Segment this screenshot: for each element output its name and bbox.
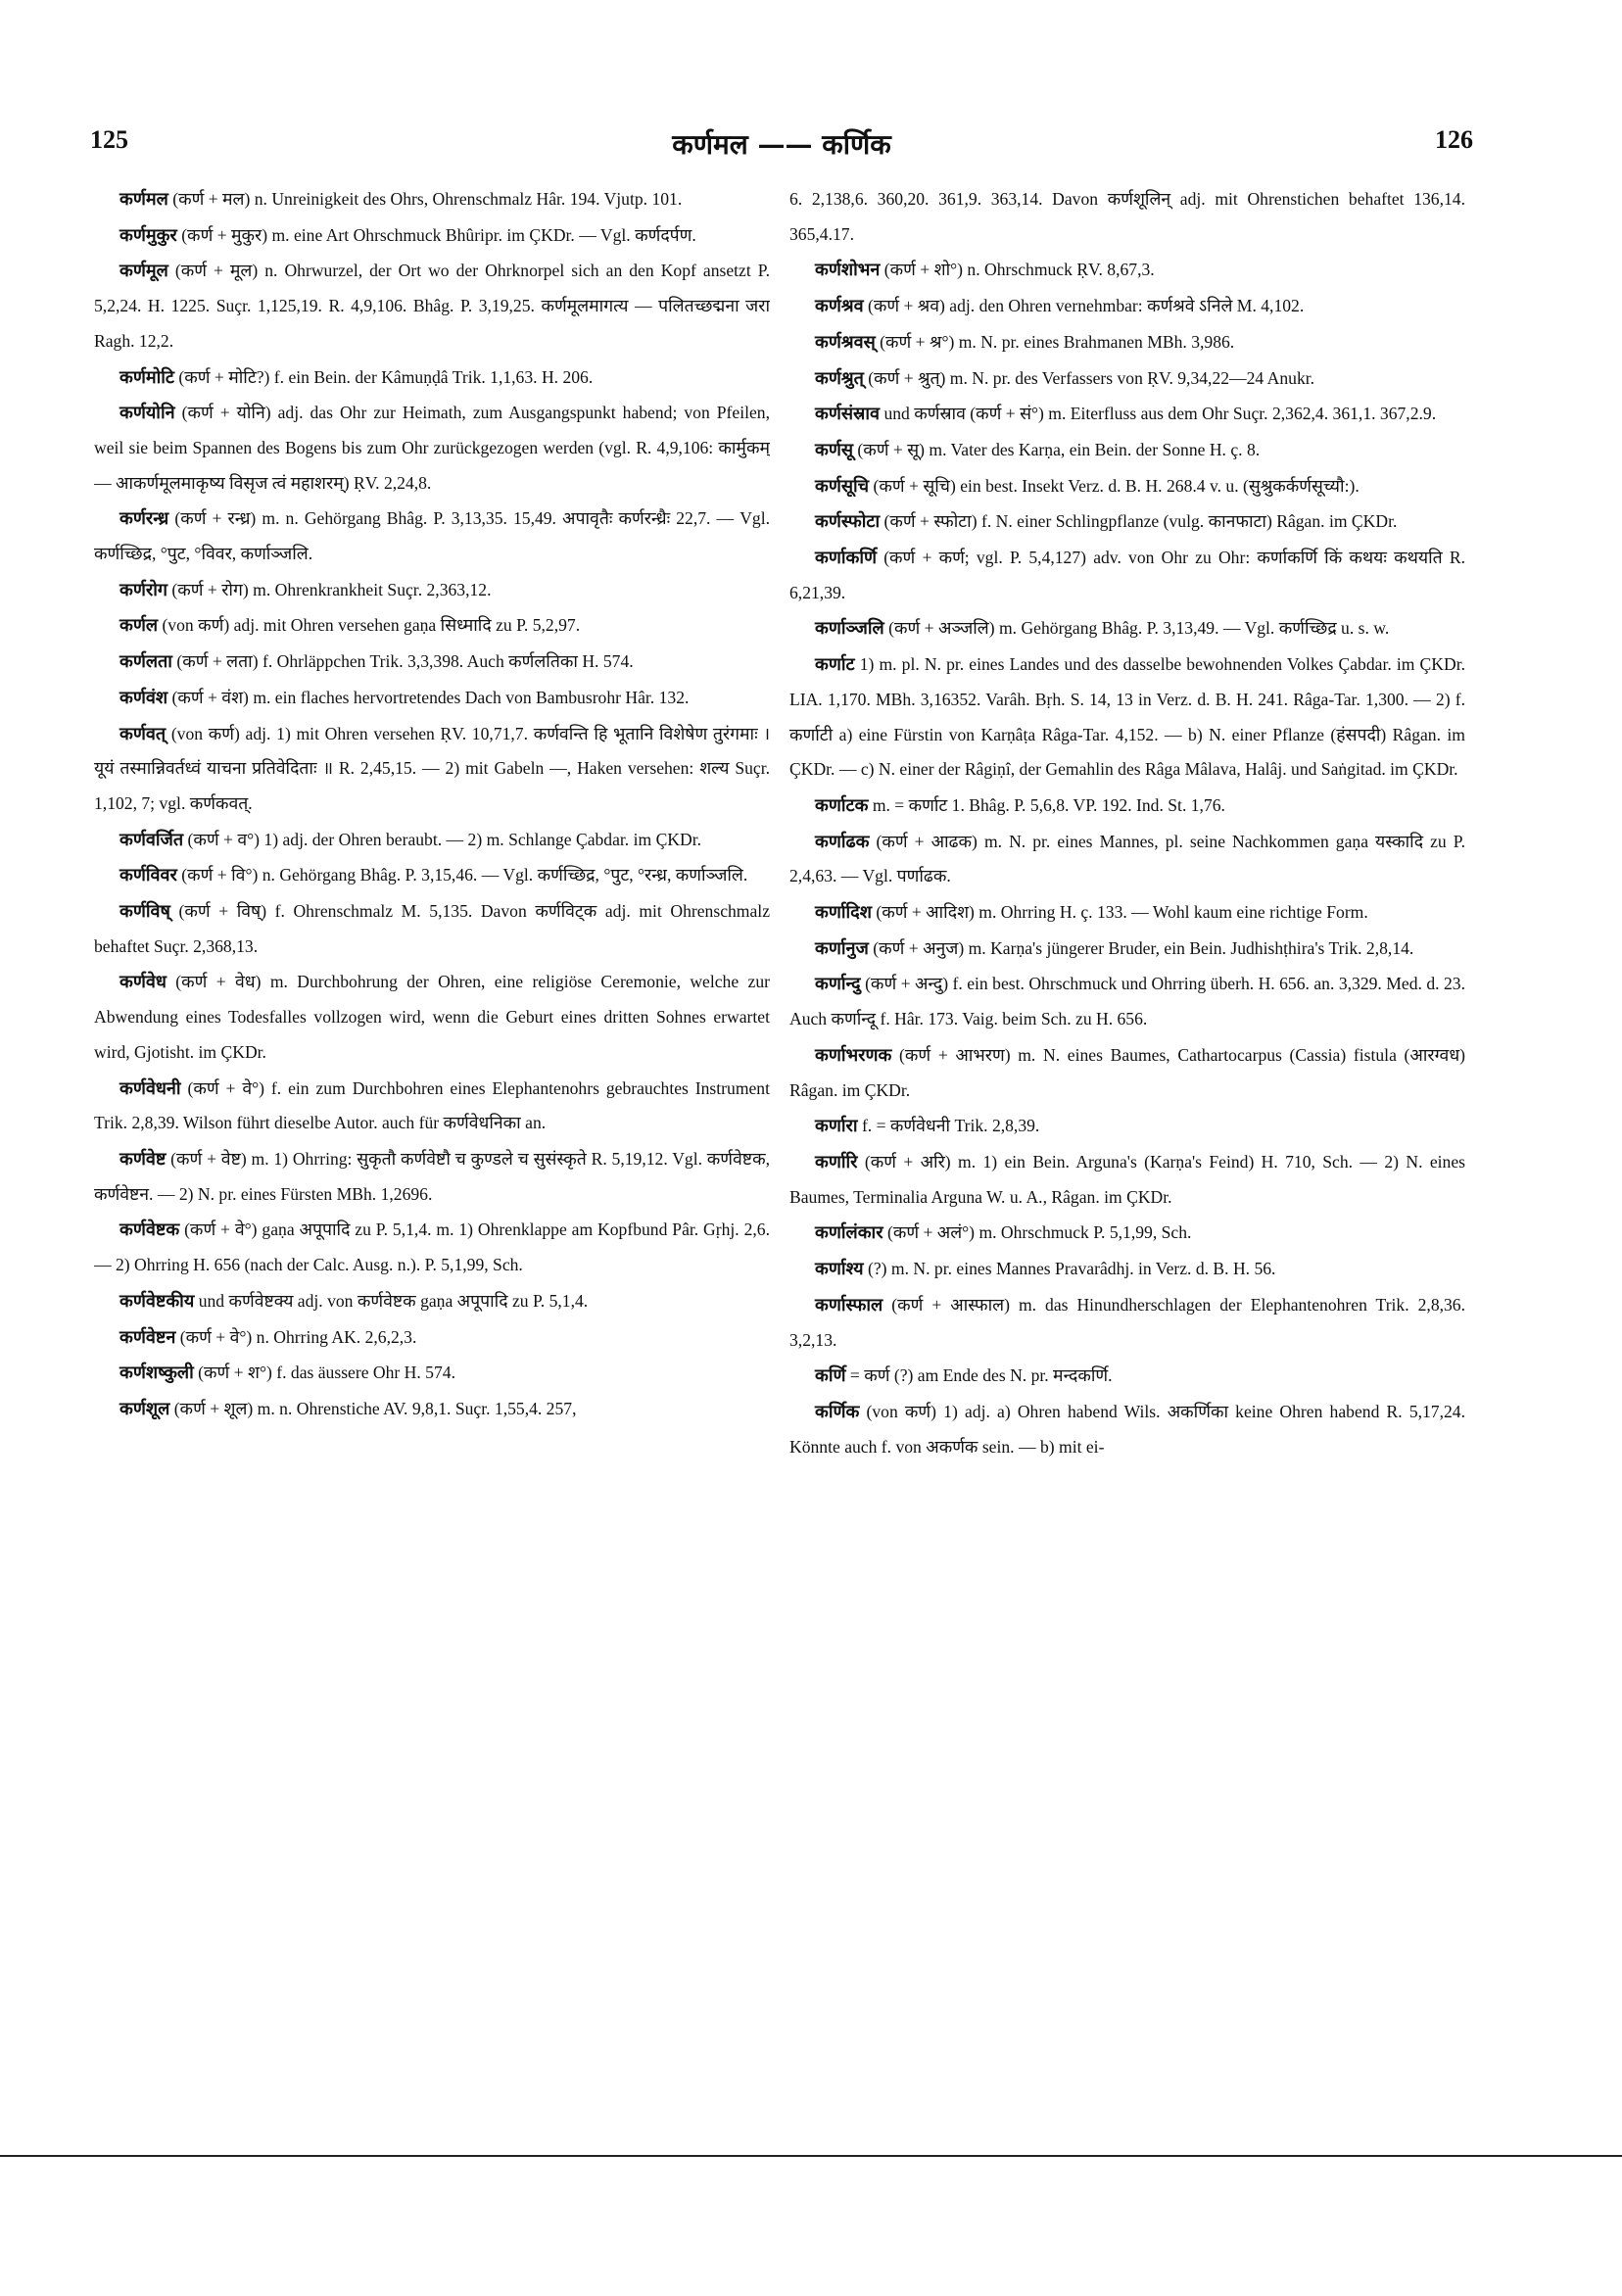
entry-text: (कर्ण + वे°) n. Ohrring AK. 2,6,2,3.	[179, 1326, 417, 1347]
entry-headword: कर्णवेधनी	[119, 1077, 181, 1099]
entry-text: (कर्ण + मुकुर) m. eine Art Ohrschmuck Bhûripr. im ÇKDr. — Vgl. कर्णदर्पण.	[181, 224, 696, 245]
entry-headword: कर्णमल	[119, 189, 168, 210]
entry-text: (von कर्ण) adj. mit Ohren versehen gaṇa सिध्मादि zu P. 5,2,97.	[162, 615, 581, 636]
dictionary-entry	[94, 965, 770, 1070]
entry-headword: कर्णश्रव	[815, 296, 864, 317]
entry-headword: कर्णश्रवस्	[815, 331, 876, 353]
entry-headword: कर्णसूचि	[815, 475, 870, 497]
entry-text: 6. 2,138,6. 360,20. 361,9. 363,14. Davon कर्णशूलिन् adj. mit Ohrenstichen behaftet 136,14. 365,4.17.	[789, 189, 1465, 244]
entry-text: (कर्ण + लता) f. Ohrläppchen Trik. 3,3,398. Auch कर्णलतिका H. 574.	[176, 651, 634, 672]
entry-text: (कर्ण + वि°) n. Gehörgang Bhâg. P. 3,15,46. — Vgl. कर्णच्छिद्र, °पुट, °रन्ध्र, कर्णाञ्जलि.	[181, 865, 748, 885]
page-header	[90, 125, 1473, 168]
entry-headword: कर्णाकर्णि	[815, 548, 877, 569]
dictionary-entry	[789, 1288, 1465, 1358]
dictionary-entry	[94, 681, 770, 716]
dictionary-entry	[94, 360, 770, 396]
dictionary-entry	[789, 325, 1465, 360]
entry-headword: कर्णाश्य	[815, 1259, 864, 1280]
entry-headword: कर्णविवर	[119, 865, 177, 886]
entry-text: (कर्ण + आभरण) m. N. eines Baumes, Cathartocarpus (Cassia) fistula (आरग्वध) Râgan. im ÇKDr.	[789, 1044, 1465, 1100]
entry-headword: कर्णवेष्ट	[119, 1148, 167, 1170]
dictionary-entry	[94, 218, 770, 254]
entry-headword: कर्णल	[119, 615, 159, 637]
entry-text: (कर्ण + आढक) m. N. pr. eines Mannes, pl. seine Nachkommen gaṇa यस्कादि zu P. 2,4,63. — Vgl. पर्णाढक.	[789, 831, 1465, 886]
entry-headword: कर्णि	[815, 1365, 846, 1387]
entry-text: (कर्ण + अलं°) m. Ohrschmuck P. 5,1,99, Sch.	[886, 1222, 1192, 1243]
dictionary-entry	[789, 182, 1465, 252]
dictionary-entry	[789, 253, 1465, 288]
entry-text: (कर्ण + अञ्जलि) m. Gehörgang Bhâg. P. 3,13,49. — Vgl. कर्णच्छिद्र u. s. w.	[888, 618, 1390, 639]
entry-headword: कर्णमूल	[119, 261, 168, 282]
entry-headword: कर्णास्फाल	[815, 1294, 883, 1315]
entry-text: (कर्ण + वे°) f. ein zum Durchbohren eines Elephantenohrs gebrauchtes Instrument Trik. 2,8,39. Wilson führt dieselbe Autor. auch für कर्णवेधनिका an.	[94, 1077, 770, 1133]
entry-text: (कर्ण + श्रव) adj. den Ohren vernehmbar: कर्णश्रवे ऽनिले M. 4,102.	[868, 296, 1305, 316]
dictionary-entry	[94, 1356, 770, 1391]
entry-headword: कर्णाढक	[815, 831, 870, 852]
dictionary-entry	[789, 1038, 1465, 1108]
entry-headword: कर्णशूल	[119, 1398, 170, 1419]
entry-headword: कर्णानुज	[815, 937, 869, 959]
entry-text: (कर्ण + कर्ण; vgl. P. 5,4,127) adv. von Ohr zu Ohr: कर्णाकर्णि किं कथयः कथयति R. 6,21,39.	[789, 548, 1465, 602]
entry-text: (कर्ण + सू) m. Vater des Karṇa, ein Bein. der Sonne H. ç. 8.	[857, 439, 1261, 459]
entry-text: (कर्ण + शूल) m. n. Ohrenstiche AV. 9,8,1. Suçr. 1,55,4. 257,	[173, 1398, 577, 1418]
entry-text: (von कर्ण) adj. 1) mit Ohren versehen ṚV. 10,71,7. कर्णवन्ति हि भूतानि विशेषेण तुरंगमाः । यूयं तस्मान्निवर्तध्वं याचना प्रतिवेदिताः ॥ R. 2,45,15. — 2) mit Gabeln —, Haken versehen: शल्य Suçr. 1,102, 7; vgl. कर्णकवत्.	[94, 723, 770, 813]
dictionary-entry	[94, 1213, 770, 1282]
entry-headword: कर्णालंकार	[815, 1222, 883, 1244]
entry-headword: कर्णादिश	[815, 902, 872, 924]
entry-text: (कर्ण + श°) f. das äussere Ohr H. 574.	[198, 1363, 455, 1383]
dictionary-entry	[94, 396, 770, 501]
entry-text: f. = कर्णवेधनी Trik. 2,8,39.	[861, 1116, 1040, 1136]
entry-headword: कर्णाभरणक	[815, 1044, 892, 1066]
dictionary-entry	[789, 895, 1465, 931]
entry-text: (कर्ण + विष्) f. Ohrenschmalz M. 5,135. Davon कर्णविट्क adj. mit Ohrenschmalz behaftet Suçr. 2,368,13.	[94, 901, 770, 956]
dictionary-entry	[789, 1395, 1465, 1464]
entry-headword: कर्णान्दु	[815, 974, 861, 995]
entry-text: (कर्ण + स्फोटा) f. N. einer Schlingpflanze (vulg. कानफाटा) Râgan. im ÇKDr.	[883, 511, 1398, 532]
entry-text: (कर्ण + शो°) n. Ohrschmuck ṚV. 8,67,3.	[883, 260, 1155, 280]
dictionary-entry	[789, 469, 1465, 504]
entry-headword: कर्णसू	[815, 439, 854, 460]
dictionary-entry	[94, 502, 770, 571]
entry-headword: कर्णरन्ध्र	[119, 508, 169, 530]
entry-headword: कर्णरोग	[119, 579, 167, 600]
dictionary-entry	[789, 825, 1465, 894]
entry-text: (कर्ण + अरि) m. 1) ein Bein. Arguna's (Karṇa's Feind) H. 710, Sch. — 2) N. eines Baumes, Terminalia Arguna W. u. A., Râgan. im ÇKDr.	[789, 1151, 1465, 1207]
entry-headword: कर्णाटक	[815, 794, 869, 816]
dictionary-entry	[94, 1072, 770, 1141]
entry-text: 1) m. pl. N. pr. eines Landes und des dasselbe bewohnenden Volkes Çabdar. im ÇKDr. LIA. 1,170. MBh. 3,16352. Varâh. Bṛh. S. 14, 13 in Verz. d. B. H. 241. Râga-Tar. 1,300. — 2) f. कर्णाटी a) eine Fürstin von Karṇâṭa Râga-Tar. 4,152. — b) N. einer Pflanze (हंसपदी) Râgan. im ÇKDr. — c) N. einer der Râgiṇî, der Gemahlin des Râga Mâlava, Halâj. und Saṅgitad. im ÇKDr.	[789, 654, 1465, 780]
entry-headword: कर्णवेष्टकीय	[119, 1290, 195, 1312]
entry-text: (कर्ण + श्र°) m. N. pr. eines Brahmanen MBh. 3,986.	[880, 331, 1235, 352]
entry-text: (?) m. N. pr. eines Mannes Pravarâdhj. in Verz. d. B. H. 56.	[868, 1259, 1276, 1279]
entry-text: (कर्ण + आस्फाल) m. das Hinundherschlagen der Elephantenohren Trik. 2,8,36. 3,2,13.	[789, 1294, 1465, 1350]
entry-headword: कर्णमोटि	[119, 366, 174, 388]
bottom-rule	[0, 2155, 1622, 2157]
entry-headword: कर्णवेष्टन	[119, 1326, 176, 1348]
dictionary-entry	[789, 647, 1465, 788]
dictionary-entry	[94, 1284, 770, 1319]
entry-headword: कर्णलता	[119, 651, 172, 673]
dictionary-entry	[94, 573, 770, 608]
entry-text: (कर्ण + आदिश) m. Ohrring H. ç. 133. — Wohl kaum eine richtige Form.	[876, 902, 1368, 923]
entry-text: (कर्ण + श्रुत्) m. N. pr. des Verfassers von ṚV. 9,34,22—24 Anukr.	[868, 367, 1315, 388]
entry-headword: कर्णशोभन	[815, 260, 881, 281]
dictionary-entry	[94, 254, 770, 359]
dictionary-entry	[789, 504, 1465, 540]
entry-text: (कर्ण + अनुज) m. Karṇa's jüngerer Bruder, ein Bein. Judhishṭhira's Trik. 2,8,14.	[873, 937, 1414, 958]
dictionary-entry	[789, 1109, 1465, 1144]
dictionary-entry	[789, 1216, 1465, 1251]
entry-headword: कर्णारि	[815, 1151, 858, 1172]
right-column	[789, 182, 1465, 2063]
entry-text: und कर्णस्राव (कर्ण + सं°) m. Eiterfluss aus dem Ohr Suçr. 2,362,4. 361,1. 367,2.9.	[883, 404, 1437, 424]
entry-text: (कर्ण + वेष्ट) m. 1) Ohrring: सुकृतौ कर्णवेष्टौ च कुण्डले च सुसंस्कृते R. 5,19,12. Vgl. कर्णवेष्टक, कर्णवेष्टन. — 2) N. pr. eines Fürsten MBh. 1,2696.	[94, 1148, 770, 1204]
entry-text: (कर्ण + वंश) m. ein flaches hervortretendes Dach von Bambusrohr Hâr. 132.	[171, 687, 690, 707]
entry-text: (कर्ण + योनि) adj. das Ohr zur Heimath, zum Ausgangspunkt habend; von Pfeilen, weil sie beim Spannen des Bogens bis zum Ohr zurückgezogen werden (vgl. R. 4,9,106: कार्मुकम् — आकर्णमूलमाकृष्य विसृज त्वं महाशरम्) ṚV. 2,24,8.	[94, 403, 770, 493]
entry-headword: कर्णविष्	[119, 901, 170, 923]
dictionary-entry	[94, 608, 770, 644]
dictionary-entry	[94, 823, 770, 858]
entry-headword: कर्णस्फोटा	[815, 511, 881, 533]
dictionary-entry	[94, 645, 770, 680]
entry-text: (कर्ण + व°) 1) adj. der Ohren beraubt. — 2) m. Schlange Çabdar. im ÇKDr.	[187, 829, 701, 849]
dictionary-entry	[94, 1320, 770, 1356]
dictionary-entry	[94, 717, 770, 822]
entry-headword: कर्णारा	[815, 1116, 858, 1137]
entry-headword: कर्णाट	[815, 654, 855, 676]
entry-text: m. = कर्णाट 1. Bhâg. P. 5,6,8. VP. 192. Ind. St. 1,76.	[872, 794, 1225, 815]
entry-headword: कर्णसंस्राव	[815, 404, 881, 425]
entry-headword: कर्णयोनि	[119, 403, 175, 424]
entry-headword: कर्णाञ्जलि	[815, 618, 884, 640]
running-head: कर्णमल —— कर्णिक	[672, 128, 891, 161]
entry-text: (von कर्ण) 1) adj. a) Ohren habend Wils. अकर्णिका keine Ohren habend R. 5,17,24. Könnte auch f. von अकर्णक sein. — b) mit ei-	[789, 1401, 1465, 1457]
entry-text: (कर्ण + रोग) m. Ohrenkrankheit Suçr. 2,363,12.	[171, 579, 492, 599]
dictionary-entry	[94, 894, 770, 964]
right-page-number: 126	[1435, 125, 1473, 154]
left-column	[94, 182, 770, 2063]
entry-text: (कर्ण + मोटि?) f. ein Bein. der Kâmuṇḍâ Trik. 1,1,63. H. 206.	[178, 366, 594, 387]
dictionary-entry	[94, 182, 770, 217]
dictionary-entry	[789, 1145, 1465, 1215]
dictionary-entry	[789, 541, 1465, 610]
dictionary-entry	[789, 789, 1465, 824]
entry-text: (कर्ण + मल) n. Unreinigkeit des Ohrs, Ohrenschmalz Hâr. 194. Vjutp. 101.	[172, 189, 683, 209]
entry-headword: कर्णिक	[815, 1401, 860, 1422]
entry-text: und कर्णवेष्टक्य adj. von कर्णवेष्टक gaṇa अपूपादि zu P. 5,1,4.	[198, 1290, 589, 1311]
dictionary-entry	[789, 967, 1465, 1036]
entry-headword: कर्णश्रुत्	[815, 367, 864, 389]
left-page-number: 125	[90, 125, 128, 154]
dictionary-entry	[94, 1142, 770, 1212]
dictionary-entry	[789, 1359, 1465, 1394]
dictionary-entry	[789, 1252, 1465, 1287]
dictionary-entry	[789, 932, 1465, 967]
entry-headword: कर्णवंश	[119, 687, 168, 708]
dictionary-entry	[789, 289, 1465, 324]
entry-text: (कर्ण + वेध) m. Durchbohrung der Ohren, eine religiöse Ceremonie, welche zur Abwendung eines Todesfalles vollzogen wird, wenn die Geburt eines dritten Sohnes erwartet wird, Gjotisht. im ÇKDr.	[94, 972, 770, 1062]
dictionary-entry	[94, 1392, 770, 1427]
dictionary-entry	[789, 361, 1465, 397]
entry-text: (कर्ण + मूल) n. Ohrwurzel, der Ort wo der Ohrknorpel sich an den Kopf ansetzt P. 5,2,24. H. 1225. Suçr. 1,125,19. R. 4,9,106. Bhâg. P. 3,19,25. कर्णमूलमागत्य — पलितच्छद्मना जरा Ragh. 12,2.	[94, 261, 770, 351]
entry-text: = कर्ण (?) am Ende des N. pr. मन्दकर्णि.	[849, 1365, 1113, 1386]
entry-headword: कर्णशष्कुली	[119, 1363, 194, 1384]
entry-headword: कर्णवेध	[119, 972, 167, 993]
entry-text: (कर्ण + रन्ध्र) m. n. Gehörgang Bhâg. P. 3,13,35. 15,49. अपावृतैः कर्णरन्ध्रैः 22,7. — Vgl. कर्णच्छिद्र, °पुट, °विवर, कर्णाञ्जलि.	[94, 508, 770, 564]
dictionary-entry	[789, 397, 1465, 432]
entry-headword: कर्णवर्जित	[119, 829, 184, 850]
dictionary-entry	[94, 858, 770, 893]
entry-text: (कर्ण + वे°) gaṇa अपूपादि zu P. 5,1,4. m. 1) Ohrenklappe am Kopfbund Pâr. Gṛhj. 2,6. — 2) Ohrring H. 656 (nach der Calc. Ausg. n.). P. 5,1,99, Sch.	[94, 1220, 770, 1275]
entry-text: (कर्ण + अन्दु) f. ein best. Ohrschmuck und Ohrring überh. H. 656. an. 3,329. Med. d. 23. Auch कर्णान्दू f. Hâr. 173. Vaig. beim Sch. zu H. 656.	[789, 974, 1465, 1029]
dictionary-entry	[789, 611, 1465, 646]
entry-headword: कर्णवेष्टक	[119, 1220, 180, 1241]
entry-headword: कर्णवत्	[119, 723, 167, 744]
entry-text: (कर्ण + सूचि) ein best. Insekt Verz. d. B. H. 268.4 v. u. (सुश्रुकर्कर्णसूच्यौ:).	[873, 475, 1360, 496]
entry-headword: कर्णमुकुर	[119, 224, 177, 246]
dictionary-entry	[789, 433, 1465, 468]
